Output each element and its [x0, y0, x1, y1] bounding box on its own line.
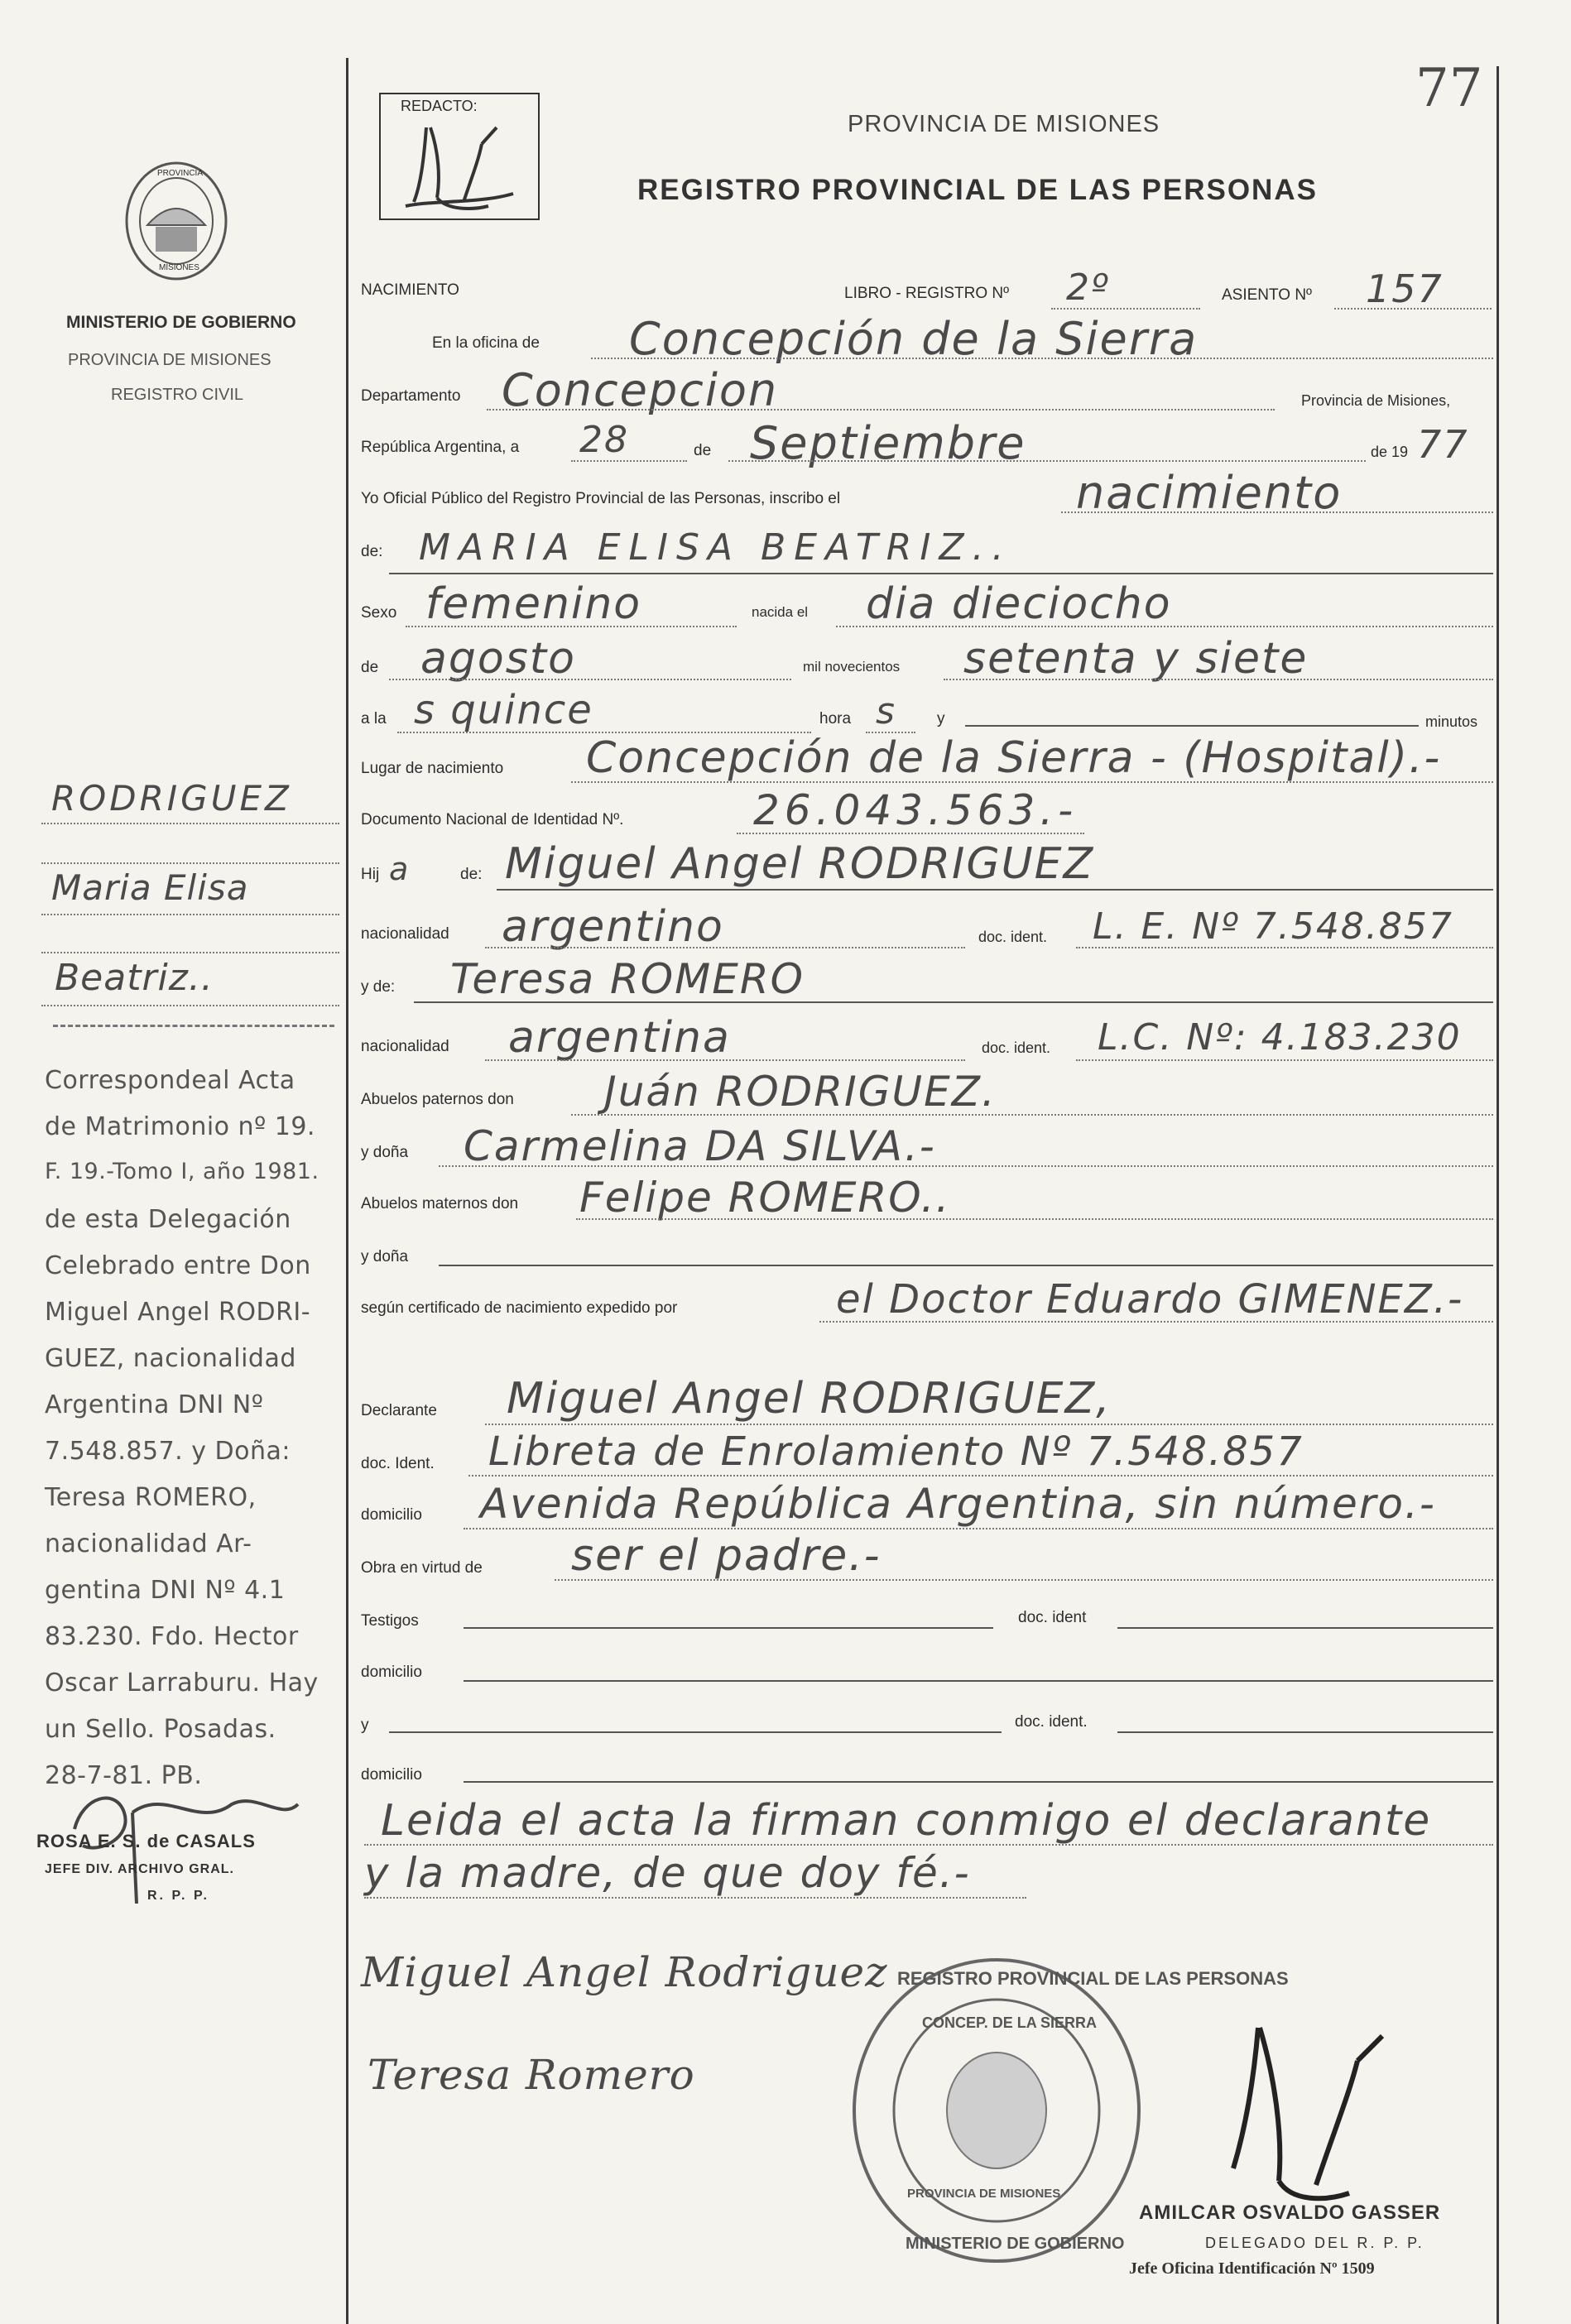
- hora-value: s quince: [414, 687, 593, 733]
- obra-label: Obra en virtud de: [361, 1559, 483, 1577]
- departamento-label: Departamento: [361, 387, 461, 405]
- y-de-label: y de:: [361, 978, 396, 996]
- madre-doc-value: L.C. Nº: 4.183.230: [1098, 1016, 1462, 1059]
- redacto-label: REDACTO:: [401, 98, 478, 114]
- official-name: AMILCAR OSVALDO GASSER: [1139, 2202, 1441, 2224]
- margin-stamp-org: R. P. P.: [147, 1889, 209, 1903]
- margin-dashes: [53, 1025, 334, 1027]
- round-seal-inner-bottom: PROVINCIA DE MISIONES: [907, 2187, 1061, 2201]
- round-seal-bottom: MINISTERIO DE GOBIERNO: [906, 2235, 1125, 2253]
- padre-nac-value: argentino: [502, 902, 724, 952]
- de2-label: de: [361, 659, 379, 676]
- abuela-pat-value: Carmelina DA SILVA.-: [464, 1122, 936, 1170]
- page-number: 77: [1415, 58, 1483, 119]
- official-signature: [1208, 2003, 1415, 2218]
- obra-value: ser el padre.-: [571, 1531, 882, 1581]
- year-value: 77: [1417, 422, 1469, 467]
- oficial-label: Yo Oficial Público del Registro Provincial de las Personas, inscribo el: [361, 490, 841, 507]
- domicilio2-label: domicilio: [361, 1664, 422, 1681]
- hijo-label: Hij: [361, 866, 380, 883]
- margin-stamp-name: ROSA E. S. de CASALS: [36, 1831, 256, 1851]
- ministry-name: MINISTERIO DE GOBIERNO: [66, 313, 296, 332]
- margin-note: Correspondeal Acta de Matrimonio nº 19. F. 19.-Tomo I, año 1981. de esta Delegación Celebrado entre Don Miguel Angel RODRI- GUEZ, nacionalidad Argentina DNI Nº 7.548.857. y Doña: Teresa ROMERO, nacionalidad Ar- gentina DNI Nº 4.1 83.230. Fdo. Hector Oscar Larraburu. Hay un Sello. Posadas. 28-7-81. PB.: [45, 1066, 319, 1790]
- declarante-label: Declarante: [361, 1402, 437, 1419]
- year-label: de 19: [1371, 444, 1409, 460]
- official-title: DELEGADO DEL R. P. P.: [1205, 2235, 1424, 2251]
- margin-stamp-title: JEFE DIV. ARCHIVO GRAL.: [45, 1862, 234, 1876]
- padre-nac-label: nacionalidad: [361, 925, 449, 943]
- testigos-label: Testigos: [361, 1612, 419, 1630]
- y-label: y: [937, 710, 945, 727]
- madre-doc-label: doc. ident.: [982, 1040, 1051, 1056]
- abuelo-pat-value: Juán RODRIGUEZ.: [604, 1068, 997, 1116]
- right-frame-line: [1497, 66, 1499, 2324]
- abuelos-pat-label: Abuelos paternos don: [361, 1091, 514, 1108]
- padre-value: Miguel Angel RODRIGUEZ: [505, 839, 1095, 889]
- round-seal-outer: REGISTRO PROVINCIAL DE LAS PERSONAS: [897, 1968, 1289, 1989]
- oficina-value: Concepción de la Sierra: [629, 313, 1199, 365]
- madre-nac-label: nacionalidad: [361, 1038, 449, 1055]
- de-name-label: de:: [361, 543, 383, 560]
- round-seal-inner-top: CONCEP. DE LA SIERRA: [922, 2014, 1098, 2031]
- domicilio3-label: domicilio: [361, 1766, 422, 1784]
- signature-mother: Teresa Romero: [368, 2051, 695, 2099]
- margin-names-2: Beatriz..: [55, 957, 214, 999]
- birth-year-value: setenta y siete: [963, 634, 1309, 684]
- inscribo-value: nacimiento: [1076, 467, 1343, 519]
- asiento-label: ASIENTO Nº: [1222, 286, 1312, 304]
- official-office: Jefe Oficina Identificación Nº 1509: [1129, 2259, 1375, 2278]
- documento-value: 26.043.563.-: [753, 786, 1079, 834]
- mil-label: mil novecientos: [803, 659, 901, 675]
- header-province: PROVINCIA DE MISIONES: [848, 111, 1160, 137]
- domicilio-value: Avenida República Argentina, sin número.-: [480, 1480, 1436, 1528]
- segun-value: el Doctor Eduardo GIMENEZ.-: [836, 1276, 1464, 1323]
- y-dona-label: y doña: [361, 1144, 409, 1161]
- signature-father: Miguel Angel Rodriguez: [361, 1948, 888, 1996]
- hora-label: hora: [819, 710, 852, 727]
- closing-line-1: Leida el acta la firman conmigo el declarante: [381, 1796, 1432, 1846]
- day-value: 28: [579, 419, 629, 461]
- margin-names-1: Maria Elisa: [51, 867, 249, 908]
- redacto-signature: [381, 94, 538, 218]
- segun-label: según certificado de nacimiento expedido por: [361, 1299, 678, 1317]
- ministry-province: PROVINCIA DE MISIONES: [68, 351, 271, 369]
- madre-nac-value: argentina: [508, 1013, 731, 1063]
- abuelo-mat-value: Felipe ROMERO..: [579, 1174, 951, 1222]
- seal-text-bottom: MISIONES: [159, 263, 199, 272]
- departamento-value: Concepcion: [502, 364, 779, 416]
- ministry-civil: REGISTRO CIVIL: [111, 386, 244, 404]
- de-label: de: [694, 442, 712, 459]
- margin-surname: RODRIGUEZ: [51, 778, 292, 819]
- minutos-label: minutos: [1425, 713, 1478, 730]
- y2-label: y: [361, 1717, 369, 1734]
- oficina-label: En la oficina de: [432, 334, 540, 352]
- left-frame-line: [346, 58, 348, 2324]
- sexo-label: Sexo: [361, 604, 397, 622]
- hora2-value: s: [876, 690, 896, 732]
- hijo-de-label: de:: [460, 866, 483, 883]
- provincia-label: Provincia de Misiones,: [1301, 392, 1451, 409]
- abuelos-mat-label: Abuelos maternos don: [361, 1195, 519, 1212]
- lugar-label: Lugar de nacimiento: [361, 760, 504, 777]
- hijo-suffix: a: [389, 851, 411, 887]
- lugar-value: Concepción de la Sierra - (Hospital).-: [586, 733, 1442, 783]
- declarante-doc-value: Libreta de Enrolamiento Nº 7.548.857: [488, 1428, 1304, 1475]
- padre-doc-label: doc. ident.: [978, 929, 1048, 945]
- seal-text-top: PROVINCIA: [157, 169, 204, 178]
- coat-of-arms-seal: [123, 159, 230, 283]
- doc-ident2-label: doc. Ident.: [361, 1455, 435, 1472]
- y-dona2-label: y doña: [361, 1248, 409, 1265]
- asiento-value: 157: [1366, 266, 1444, 311]
- republica-label: República Argentina, a: [361, 439, 520, 456]
- a-las-label: a la: [361, 710, 387, 727]
- birth-month-value: agosto: [420, 634, 576, 684]
- nacido-label: nacida el: [752, 604, 809, 620]
- month-value: Septiembre: [750, 417, 1026, 469]
- domicilio-label: domicilio: [361, 1506, 422, 1524]
- nacimiento-label: NACIMIENTO: [361, 281, 459, 299]
- dia-value: dia dieciocho: [866, 579, 1172, 629]
- libro-label: LIBRO - REGISTRO Nº: [844, 285, 1010, 302]
- round-seal: [848, 1953, 1289, 2268]
- libro-value: 2º: [1066, 266, 1110, 309]
- header-registry: REGISTRO PROVINCIAL DE LAS PERSONAS: [637, 174, 1318, 206]
- padre-doc-value: L. E. Nº 7.548.857: [1093, 905, 1453, 948]
- doc-ident4-label: doc. ident.: [1015, 1713, 1088, 1731]
- sexo-value: femenino: [425, 579, 642, 629]
- name-value: MARIA ELISA BEATRIZ..: [419, 526, 1012, 569]
- madre-value: Teresa ROMERO: [450, 955, 805, 1003]
- closing-line-2: y la madre, de que doy fé.-: [364, 1849, 971, 1897]
- documento-label: Documento Nacional de Identidad Nº.: [361, 811, 624, 828]
- declarante-value: Miguel Angel RODRIGUEZ,: [507, 1374, 1112, 1424]
- doc-ident3-label: doc. ident: [1018, 1609, 1087, 1626]
- redacto-box: [379, 93, 540, 220]
